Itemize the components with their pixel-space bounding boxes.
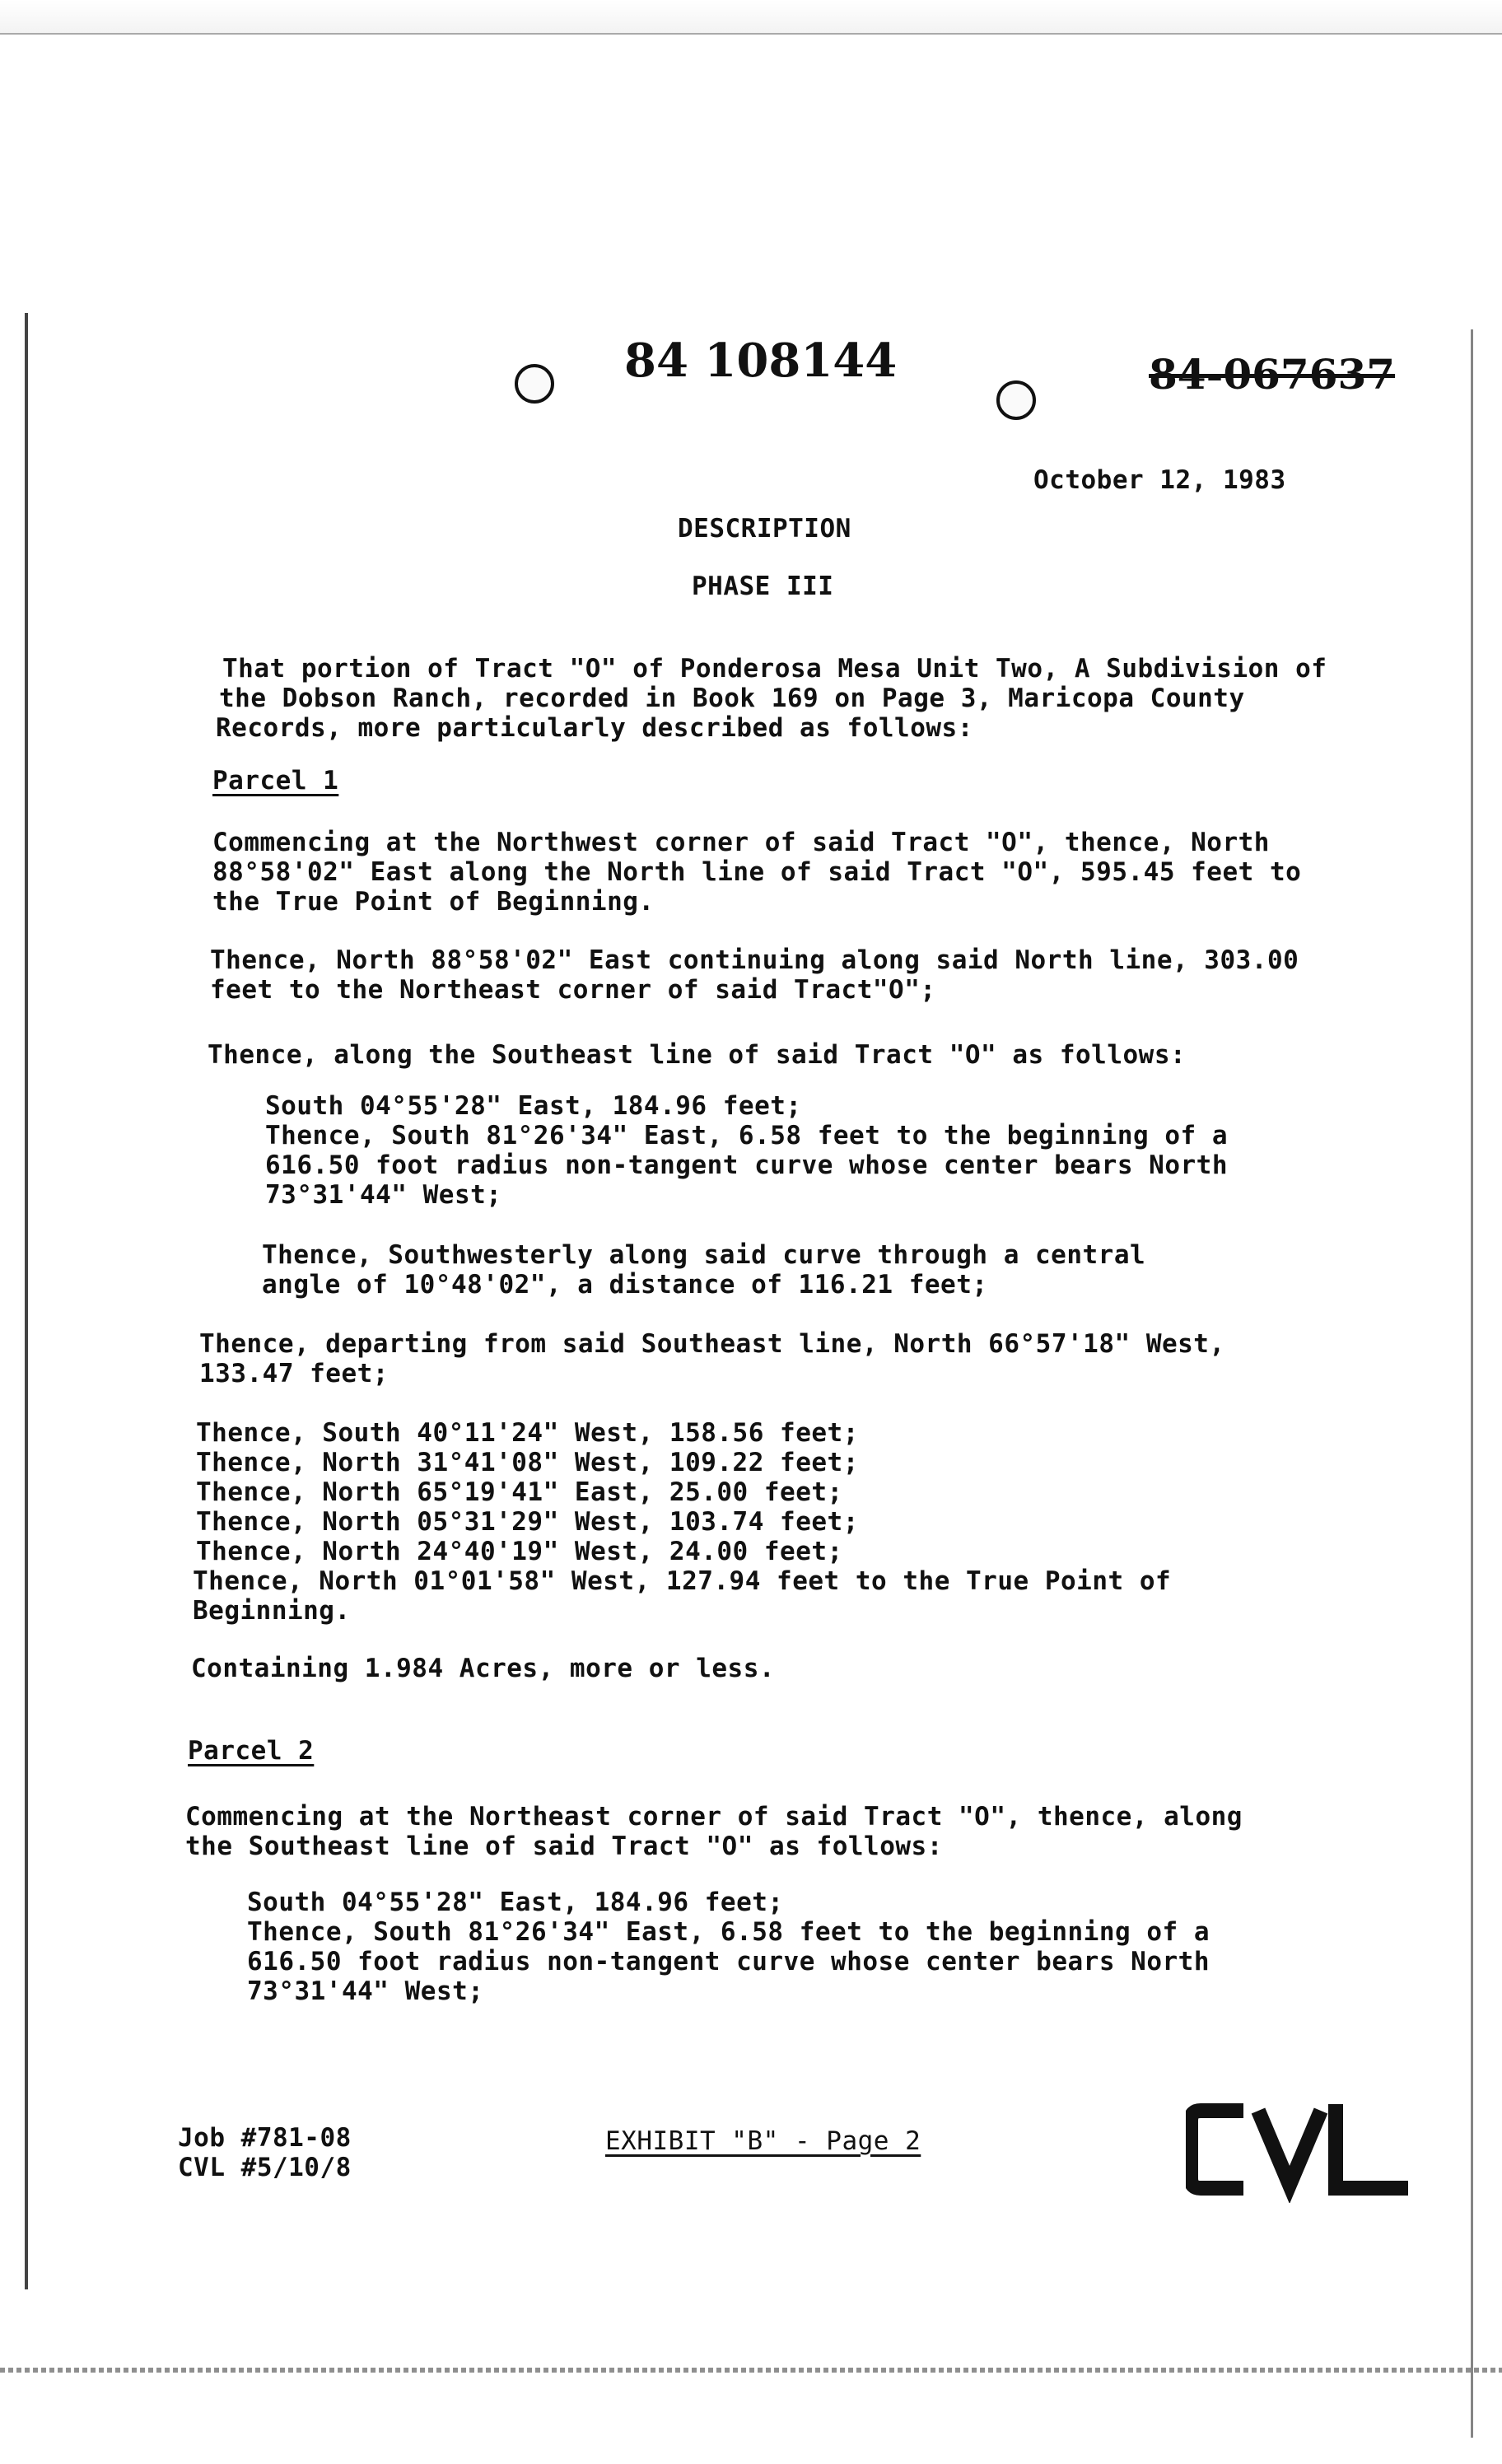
parcel-1-curve-line: angle of 10°48'02", a distance of 116.21 feet; — [262, 1270, 988, 1300]
parcel-1-southeast-line: Thence, along the Southeast line of said Tract "O" as follows: — [208, 1040, 1187, 1070]
parcel-1-commencing-line: Commencing at the Northwest corner of said Tract "O", thence, North — [212, 828, 1270, 857]
parcel-2-course: 616.50 foot radius non-tangent curve whose center bears North — [247, 1947, 1210, 1976]
parcel-2-course: 73°31'44" West; — [247, 1976, 484, 2006]
parcel-1-course: Thence, North 24°40'19" West, 24.00 feet; — [196, 1537, 843, 1566]
scan-top-border — [0, 0, 1502, 35]
parcel-1-course: Thence, South 40°11'24" West, 158.56 feet; — [196, 1418, 859, 1448]
punch-hole-right — [996, 380, 1036, 420]
document-subtitle: PHASE III — [692, 572, 834, 601]
parcel-1-departing-line: 133.47 feet; — [199, 1359, 389, 1388]
parcel-2-course: Thence, South 81°26'34" East, 6.58 feet to the beginning of a — [247, 1917, 1210, 1947]
exhibit-label: EXHIBIT "B" - Page 2 — [605, 2126, 921, 2156]
parcel-2-course: South 04°55'28" East, 184.96 feet; — [247, 1888, 784, 1917]
parcel-1-course: Thence, North 31°41'08" West, 109.22 feet; — [196, 1448, 859, 1477]
intro-line: the Dobson Ranch, recorded in Book 169 on Page 3, Maricopa County — [219, 684, 1245, 713]
parcel-1-course: Thence, North 65°19'41" East, 25.00 feet; — [196, 1477, 843, 1507]
parcel-1-course: Beginning. — [193, 1596, 351, 1626]
punch-hole-left — [515, 364, 554, 404]
scan-left-edge — [25, 313, 28, 2289]
parcel-1-course: Thence, South 81°26'34" East, 6.58 feet to the beginning of a — [265, 1121, 1228, 1150]
document-date: October 12, 1983 — [1033, 465, 1286, 495]
parcel-1-north-line: feet to the Northeast corner of said Tract"O"; — [210, 975, 936, 1005]
intro-line: That portion of Tract "O" of Ponderosa Mesa Unit Two, A Subdivision of — [222, 654, 1327, 684]
parcel-1-heading: Parcel 1 — [212, 766, 339, 796]
parcel-1-departing-line: Thence, departing from said Southeast line, North 66°57'18" West, — [199, 1329, 1225, 1359]
job-number: Job #781-08 — [178, 2123, 352, 2153]
parcel-1-north-line: Thence, North 88°58'02" East continuing along said North line, 303.00 — [210, 945, 1299, 975]
parcel-1-course: Thence, North 01°01'58" West, 127.94 feet to the True Point of — [193, 1566, 1172, 1596]
intro-line: Records, more particularly described as follows: — [216, 713, 973, 743]
cvl-logo — [1186, 2096, 1416, 2203]
parcel-2-commencing-line: the Southeast line of said Tract "O" as follows: — [185, 1832, 943, 1861]
parcel-1-course: 616.50 foot radius non-tangent curve whose center bears North — [265, 1150, 1228, 1180]
scan-right-edge — [1471, 329, 1473, 2438]
parcel-2-commencing-line: Commencing at the Northeast corner of said Tract "O", thence, along — [185, 1802, 1243, 1832]
scan-bottom-edge — [0, 2368, 1502, 2373]
parcel-1-curve-line: Thence, Southwesterly along said curve through a central — [262, 1240, 1146, 1270]
parcel-1-commencing-line: 88°58'02" East along the North line of said Tract "O", 595.45 feet to — [212, 857, 1302, 887]
document-title: DESCRIPTION — [678, 514, 851, 544]
recording-number: 84 108144 — [624, 334, 898, 388]
parcel-1-containing: Containing 1.984 Acres, more or less. — [191, 1654, 776, 1683]
struck-recording-number: 84-067637 — [1149, 350, 1396, 399]
cvl-reference: CVL #5/10/8 — [178, 2153, 352, 2182]
parcel-1-course: 73°31'44" West; — [265, 1180, 502, 1210]
parcel-2-heading: Parcel 2 — [188, 1736, 315, 1766]
parcel-1-commencing-line: the True Point of Beginning. — [212, 887, 655, 917]
parcel-1-course: Thence, North 05°31'29" West, 103.74 feet; — [196, 1507, 859, 1537]
parcel-1-course: South 04°55'28" East, 184.96 feet; — [265, 1091, 802, 1121]
